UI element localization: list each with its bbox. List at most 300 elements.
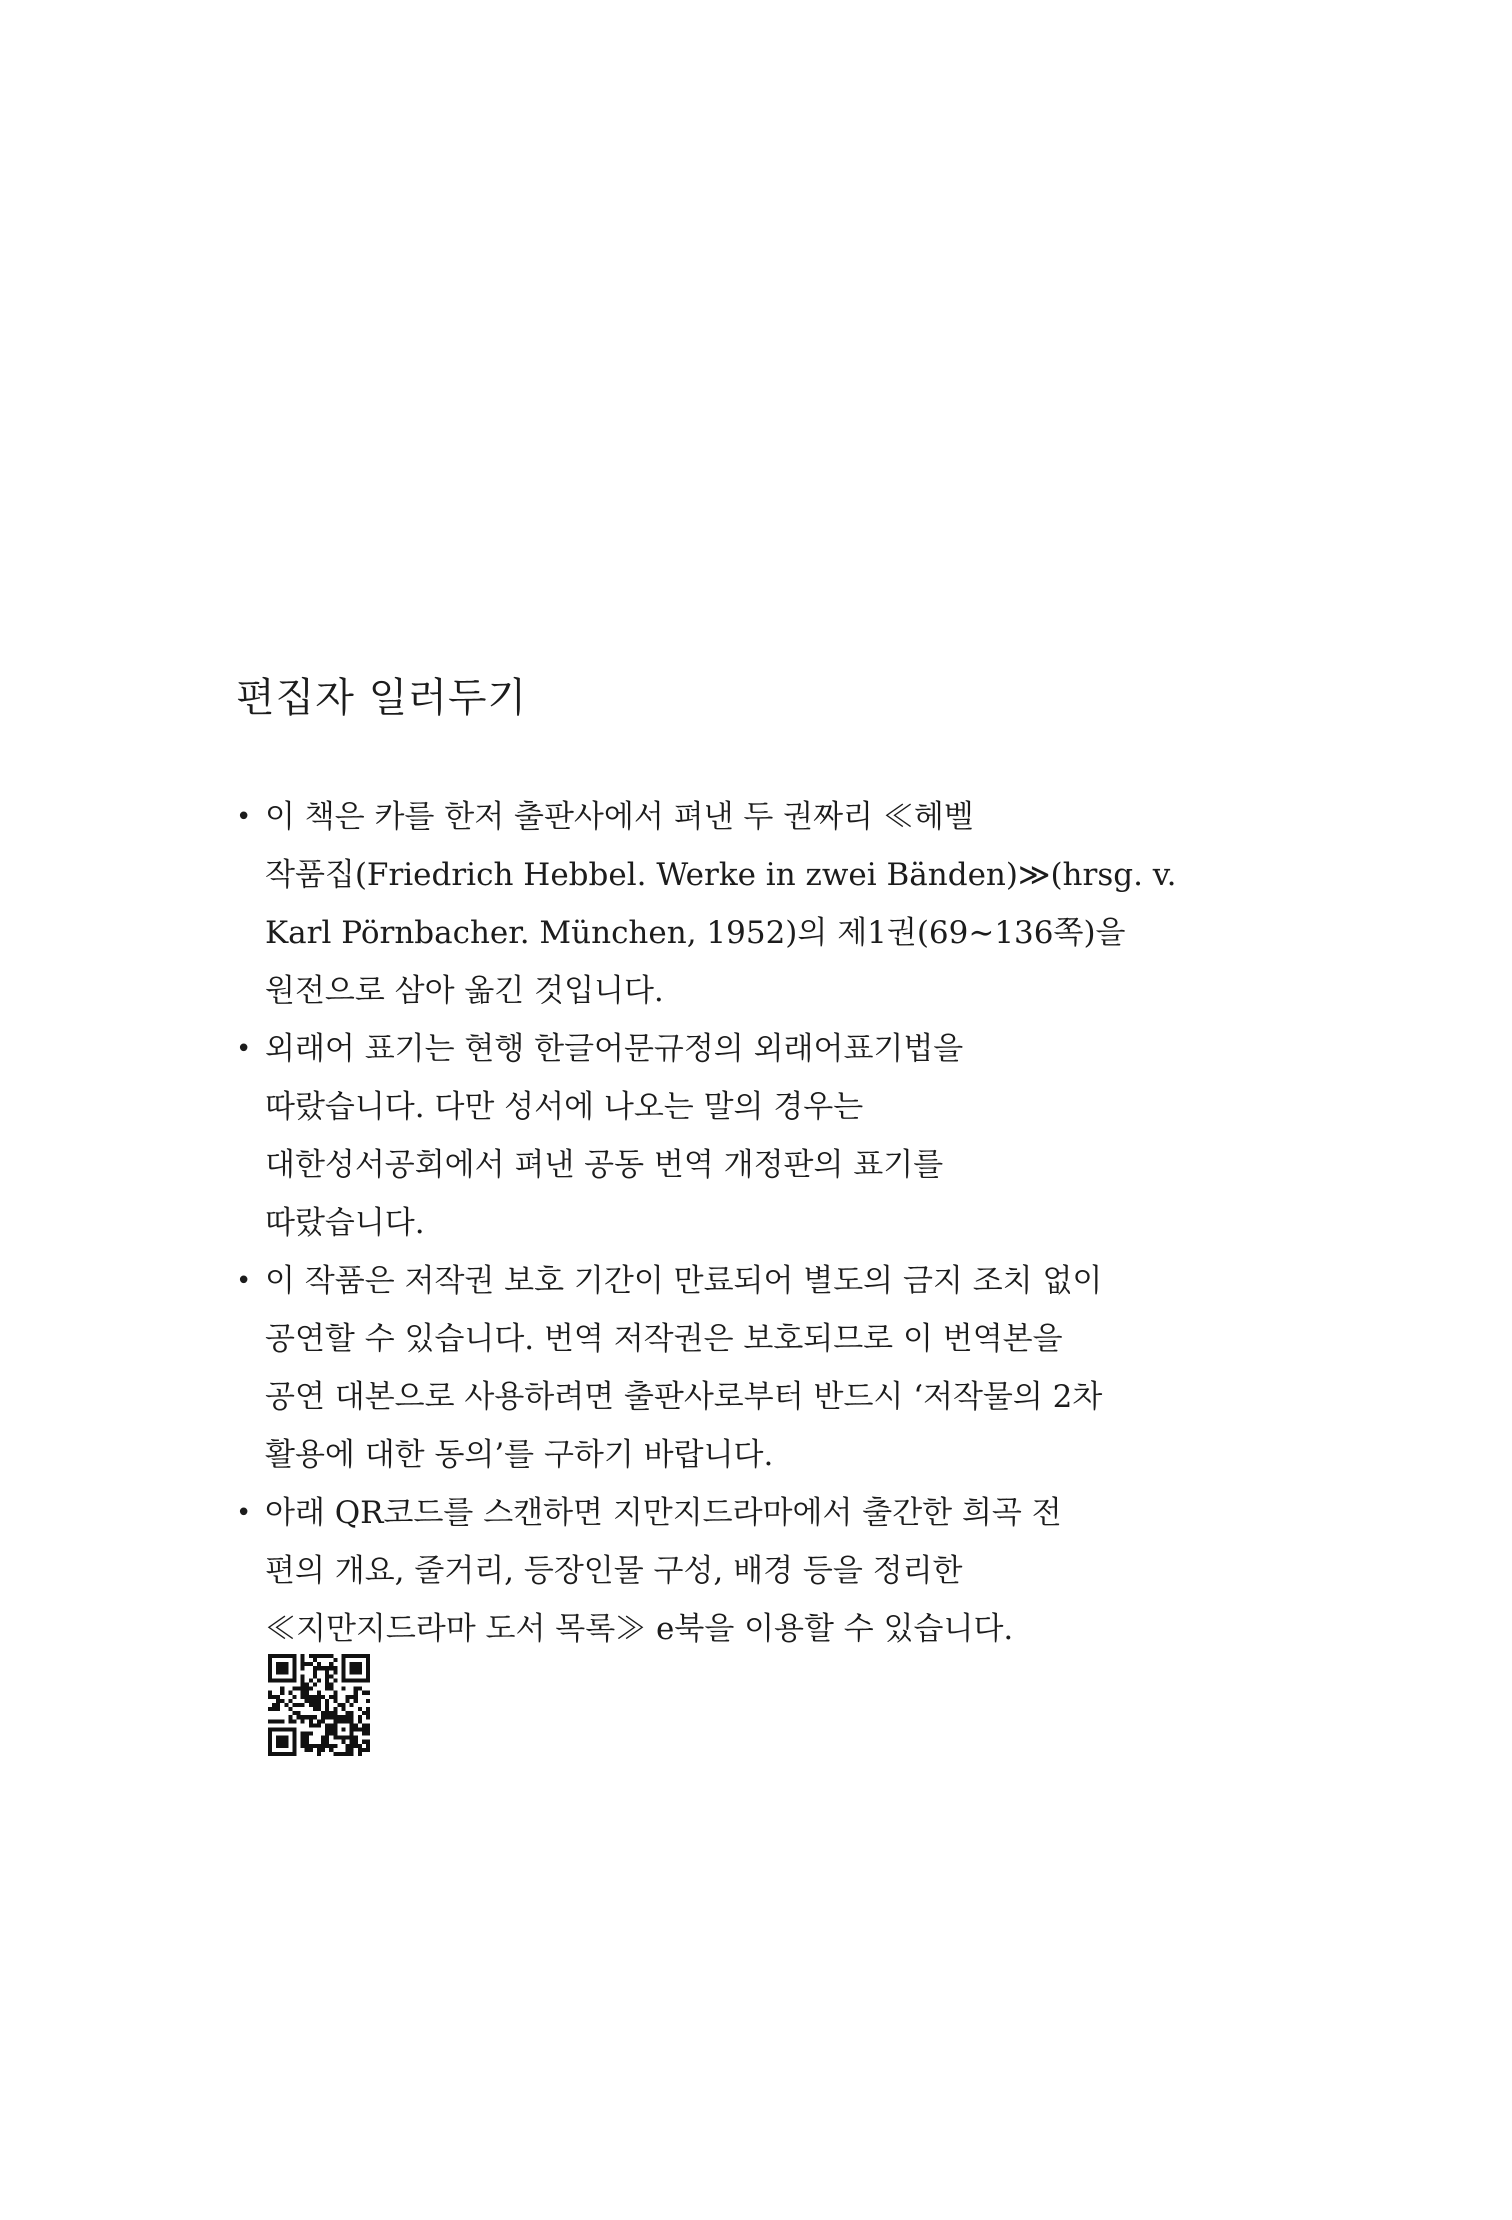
qr-module (272, 1752, 276, 1756)
qr-module (305, 1699, 309, 1703)
qr-module (333, 1678, 337, 1682)
qr-module (268, 1752, 272, 1756)
qr-module (366, 1727, 370, 1731)
note-line: 아래 QR코드를 스캔하면 지만지드라마에서 출간한 희곡 전 (265, 1495, 1062, 1531)
qr-module (280, 1752, 284, 1756)
qr-module (276, 1744, 280, 1748)
qr-module (362, 1678, 366, 1682)
qr-module (366, 1744, 370, 1748)
note-line: 외래어 표기는 현행 한글어문규정의 외래어표기법을 (265, 1031, 964, 1067)
note-line: ≪지만지드라마 도서 목록≫ e북을 이용할 수 있습니다. (265, 1611, 1014, 1647)
qr-module (309, 1715, 313, 1719)
qr-module (317, 1719, 321, 1723)
qr-module (329, 1687, 333, 1691)
qr-module (284, 1727, 288, 1731)
qr-module (350, 1723, 354, 1727)
qr-module (313, 1674, 317, 1678)
qr-module (280, 1687, 284, 1691)
qr-module (333, 1658, 337, 1662)
note-line: Karl Pörnbacher. München, 1952)의 제1권(69∼136쪽)을 (265, 915, 1126, 951)
qr-module (280, 1654, 284, 1658)
qr-module (358, 1715, 362, 1719)
qr-module (268, 1736, 272, 1740)
qr-module (333, 1752, 337, 1756)
qr-module (292, 1678, 296, 1682)
qr-module (350, 1654, 354, 1658)
qr-module (284, 1740, 288, 1744)
qr-module (341, 1687, 345, 1691)
qr-module (321, 1711, 325, 1715)
qr-code-icon[interactable] (268, 1654, 370, 1756)
qr-module (362, 1732, 366, 1736)
qr-module (272, 1719, 276, 1723)
qr-module (301, 1666, 305, 1670)
qr-module (350, 1711, 354, 1715)
qr-module (350, 1678, 354, 1682)
qr-module (305, 1715, 309, 1719)
qr-module (313, 1715, 317, 1719)
qr-module (366, 1715, 370, 1719)
qr-module (272, 1727, 276, 1731)
qr-module (288, 1678, 292, 1682)
note-line: 활용에 대한 동의’를 구하기 바랍니다. (265, 1437, 774, 1473)
qr-module (333, 1744, 337, 1748)
qr-module (346, 1678, 350, 1682)
qr-module (317, 1654, 321, 1658)
note-line: 원전으로 삼아 옮긴 것입니다. (265, 973, 664, 1009)
qr-module (362, 1727, 366, 1731)
qr-module (301, 1691, 305, 1695)
qr-module (292, 1658, 296, 1662)
qr-module (292, 1711, 296, 1715)
qr-module (317, 1752, 321, 1756)
qr-module (325, 1699, 329, 1703)
qr-module (280, 1736, 284, 1740)
qr-module (276, 1703, 280, 1707)
qr-module (329, 1654, 333, 1658)
qr-module (288, 1715, 292, 1719)
qr-module (337, 1736, 341, 1740)
note-item-2 (236, 1020, 1296, 1252)
qr-module (305, 1736, 309, 1740)
qr-module (354, 1687, 358, 1691)
qr-module (341, 1736, 345, 1740)
qr-module (333, 1699, 337, 1703)
qr-module (284, 1666, 288, 1670)
editor-note (236, 670, 1296, 1658)
qr-module (305, 1691, 309, 1695)
qr-module (350, 1748, 354, 1752)
qr-module (276, 1740, 280, 1744)
qr-module (341, 1662, 345, 1666)
qr-module (268, 1727, 272, 1731)
qr-module (309, 1678, 313, 1682)
qr-module (317, 1744, 321, 1748)
qr-module (354, 1666, 358, 1670)
qr-module (325, 1670, 329, 1674)
qr-module (329, 1711, 333, 1715)
qr-module (268, 1748, 272, 1752)
qr-module (329, 1744, 333, 1748)
qr-module (341, 1740, 345, 1744)
qr-module (346, 1711, 350, 1715)
qr-module (268, 1707, 272, 1711)
qr-module (325, 1727, 329, 1731)
qr-module (321, 1654, 325, 1658)
qr-module (301, 1695, 305, 1699)
qr-module (317, 1703, 321, 1707)
qr-module (301, 1740, 305, 1744)
qr-module (333, 1715, 337, 1719)
qr-module (284, 1736, 288, 1740)
qr-module (309, 1732, 313, 1736)
note-line: 이 작품은 저작권 보호 기간이 만료되어 별도의 금지 조치 없이 (265, 1263, 1103, 1299)
qr-module (325, 1740, 329, 1744)
qr-module (366, 1678, 370, 1682)
qr-module (305, 1683, 309, 1687)
qr-module (268, 1658, 272, 1662)
qr-module (350, 1732, 354, 1736)
qr-module (288, 1654, 292, 1658)
note-item-4 (236, 1484, 1296, 1658)
qr-module (292, 1695, 296, 1699)
qr-module (288, 1707, 292, 1711)
qr-module (354, 1727, 358, 1731)
qr-module (272, 1695, 276, 1699)
qr-module (309, 1723, 313, 1727)
qr-module (317, 1678, 321, 1682)
qr-module (341, 1658, 345, 1662)
qr-module (341, 1727, 345, 1731)
qr-module (301, 1662, 305, 1666)
qr-module (280, 1670, 284, 1674)
qr-module (325, 1683, 329, 1687)
bullet-icon: • (236, 1034, 252, 1064)
qr-module (354, 1740, 358, 1744)
note-item-1 (236, 788, 1296, 1020)
qr-module (284, 1752, 288, 1756)
qr-module (362, 1748, 366, 1752)
note-line: 이 책은 카를 한저 출판사에서 펴낸 두 권짜리 ≪헤벨 (265, 799, 974, 835)
qr-module (354, 1691, 358, 1695)
qr-module (317, 1707, 321, 1711)
qr-module (346, 1744, 350, 1748)
qr-module (354, 1744, 358, 1748)
qr-module (321, 1736, 325, 1740)
qr-module (292, 1736, 296, 1740)
qr-module (366, 1748, 370, 1752)
qr-module (309, 1662, 313, 1666)
qr-module (346, 1752, 350, 1756)
qr-module (329, 1748, 333, 1752)
qr-module (284, 1654, 288, 1658)
qr-module (301, 1732, 305, 1736)
qr-module (366, 1699, 370, 1703)
qr-module (362, 1654, 366, 1658)
qr-module (301, 1674, 305, 1678)
qr-module (317, 1699, 321, 1703)
qr-module (325, 1707, 329, 1711)
qr-module (309, 1687, 313, 1691)
qr-module (354, 1662, 358, 1666)
qr-module (301, 1658, 305, 1662)
qr-module (341, 1666, 345, 1670)
qr-module (313, 1695, 317, 1699)
qr-module (268, 1674, 272, 1678)
qr-module (313, 1666, 317, 1670)
qr-module (358, 1707, 362, 1711)
qr-module (301, 1654, 305, 1658)
qr-module (366, 1670, 370, 1674)
qr-module (325, 1674, 329, 1678)
qr-module (276, 1707, 280, 1711)
qr-module (309, 1654, 313, 1658)
qr-module (341, 1678, 345, 1682)
qr-module (268, 1744, 272, 1748)
qr-module (325, 1654, 329, 1658)
qr-module (321, 1715, 325, 1719)
qr-module (288, 1699, 292, 1703)
qr-module (329, 1666, 333, 1670)
qr-module (305, 1748, 309, 1752)
qr-module (317, 1695, 321, 1699)
qr-module (329, 1674, 333, 1678)
qr-module (366, 1674, 370, 1678)
qr-module (276, 1719, 280, 1723)
qr-module (337, 1703, 341, 1707)
qr-module (292, 1654, 296, 1658)
qr-module (346, 1654, 350, 1658)
page-title: 편집자 일러두기 (236, 675, 528, 721)
qr-module (346, 1748, 350, 1752)
qr-module (317, 1662, 321, 1666)
qr-module (366, 1666, 370, 1670)
qr-module (325, 1687, 329, 1691)
qr-module (276, 1662, 280, 1666)
note-line: 작품집(Friedrich Hebbel. Werke in zwei Bänden)≫(hrsg. v. (265, 857, 1177, 893)
qr-module (309, 1703, 313, 1707)
qr-module (276, 1752, 280, 1756)
qr-module (292, 1740, 296, 1744)
qr-module (268, 1695, 272, 1699)
qr-module (313, 1744, 317, 1748)
qr-module (358, 1670, 362, 1674)
bullet-icon: • (236, 1266, 252, 1296)
note-line: 따랐습니다. (265, 1205, 425, 1241)
qr-module (276, 1666, 280, 1670)
qr-module (309, 1719, 313, 1723)
qr-module (329, 1727, 333, 1731)
qr-module (317, 1691, 321, 1695)
qr-module (268, 1719, 272, 1723)
qr-module (276, 1695, 280, 1699)
qr-module (280, 1662, 284, 1666)
qr-module (297, 1703, 301, 1707)
qr-module (276, 1678, 280, 1682)
qr-module (325, 1723, 329, 1727)
qr-module (321, 1666, 325, 1670)
qr-module (280, 1678, 284, 1682)
qr-module (333, 1666, 337, 1670)
bullet-icon: • (236, 802, 252, 832)
qr-module (362, 1691, 366, 1695)
qr-module (333, 1711, 337, 1715)
qr-module (292, 1744, 296, 1748)
qr-module (284, 1662, 288, 1666)
qr-module (362, 1711, 366, 1715)
qr-module (358, 1744, 362, 1748)
qr-module (321, 1748, 325, 1752)
qr-module (297, 1715, 301, 1719)
qr-module (333, 1670, 337, 1674)
qr-module (325, 1666, 329, 1670)
qr-module (350, 1740, 354, 1744)
qr-module (305, 1687, 309, 1691)
qr-module (346, 1699, 350, 1703)
qr-module (280, 1740, 284, 1744)
qr-module (354, 1736, 358, 1740)
qr-module (321, 1740, 325, 1744)
qr-module (313, 1723, 317, 1727)
qr-module (346, 1695, 350, 1699)
note-line: 편의 개요, 줄거리, 등장인물 구성, 배경 등을 정리한 (265, 1553, 963, 1589)
qr-module (280, 1719, 284, 1723)
qr-module (309, 1748, 313, 1752)
qr-module (268, 1662, 272, 1666)
qr-module (341, 1707, 345, 1711)
qr-module (292, 1752, 296, 1756)
qr-module (333, 1723, 337, 1727)
qr-module (350, 1727, 354, 1731)
qr-module (333, 1727, 337, 1731)
qr-module (297, 1687, 301, 1691)
qr-module (358, 1666, 362, 1670)
qr-module (272, 1707, 276, 1711)
qr-module (366, 1732, 370, 1736)
qr-module (325, 1744, 329, 1748)
bullet-icon: • (236, 1498, 252, 1528)
qr-module (341, 1752, 345, 1756)
qr-module (366, 1691, 370, 1695)
qr-module (268, 1732, 272, 1736)
qr-module (358, 1719, 362, 1723)
qr-module (358, 1687, 362, 1691)
qr-module (305, 1740, 309, 1744)
qr-module (276, 1736, 280, 1740)
qr-module (301, 1715, 305, 1719)
qr-module (362, 1740, 366, 1744)
qr-module (284, 1703, 288, 1707)
qr-module (292, 1666, 296, 1670)
qr-module (354, 1699, 358, 1703)
qr-module (313, 1707, 317, 1711)
qr-module (313, 1683, 317, 1687)
qr-module (280, 1744, 284, 1748)
qr-module (305, 1662, 309, 1666)
qr-module (321, 1695, 325, 1699)
qr-module (317, 1748, 321, 1752)
qr-module (284, 1670, 288, 1674)
qr-module (366, 1740, 370, 1744)
qr-module (301, 1719, 305, 1723)
qr-module (354, 1654, 358, 1658)
qr-module (358, 1678, 362, 1682)
qr-module (268, 1666, 272, 1670)
qr-module (268, 1678, 272, 1682)
qr-module (325, 1703, 329, 1707)
qr-module (329, 1732, 333, 1736)
qr-module (268, 1740, 272, 1744)
qr-module (305, 1744, 309, 1748)
qr-module (297, 1711, 301, 1715)
qr-module (354, 1678, 358, 1682)
qr-module (329, 1723, 333, 1727)
qr-module (268, 1654, 272, 1658)
qr-module (280, 1727, 284, 1731)
qr-module (350, 1736, 354, 1740)
qr-module (321, 1719, 325, 1723)
qr-module (341, 1703, 345, 1707)
qr-module (366, 1654, 370, 1658)
qr-module (337, 1752, 341, 1756)
qr-module (292, 1719, 296, 1723)
note-line: 공연할 수 있습니다. 번역 저작권은 보호되므로 이 번역본을 (265, 1321, 1063, 1357)
qr-module (288, 1727, 292, 1731)
qr-module (280, 1666, 284, 1670)
qr-module (366, 1711, 370, 1715)
qr-module (346, 1719, 350, 1723)
qr-module (354, 1670, 358, 1674)
qr-module (333, 1736, 337, 1740)
qr-module (350, 1719, 354, 1723)
qr-module (292, 1732, 296, 1736)
qr-module (288, 1691, 292, 1695)
qr-module (325, 1732, 329, 1736)
qr-module (301, 1678, 305, 1682)
qr-module (276, 1699, 280, 1703)
qr-module (280, 1699, 284, 1703)
qr-module (292, 1674, 296, 1678)
qr-module (358, 1752, 362, 1756)
qr-module (313, 1703, 317, 1707)
qr-module (288, 1719, 292, 1723)
qr-module (333, 1732, 337, 1736)
qr-module (272, 1678, 276, 1682)
qr-module (350, 1703, 354, 1707)
qr-module (301, 1683, 305, 1687)
qr-module (346, 1715, 350, 1719)
qr-module (309, 1695, 313, 1699)
qr-module (341, 1719, 345, 1723)
qr-module (292, 1670, 296, 1674)
qr-module (276, 1654, 280, 1658)
qr-module (358, 1654, 362, 1658)
qr-module (268, 1691, 272, 1695)
qr-module (301, 1736, 305, 1740)
note-list (236, 788, 1296, 1658)
qr-module (325, 1715, 329, 1719)
qr-module (341, 1674, 345, 1678)
qr-module (292, 1748, 296, 1752)
qr-module (366, 1707, 370, 1711)
qr-module (346, 1736, 350, 1740)
qr-module (333, 1695, 337, 1699)
qr-module (292, 1662, 296, 1666)
qr-module (292, 1727, 296, 1731)
qr-module (313, 1699, 317, 1703)
qr-module (362, 1723, 366, 1727)
qr-module (272, 1654, 276, 1658)
